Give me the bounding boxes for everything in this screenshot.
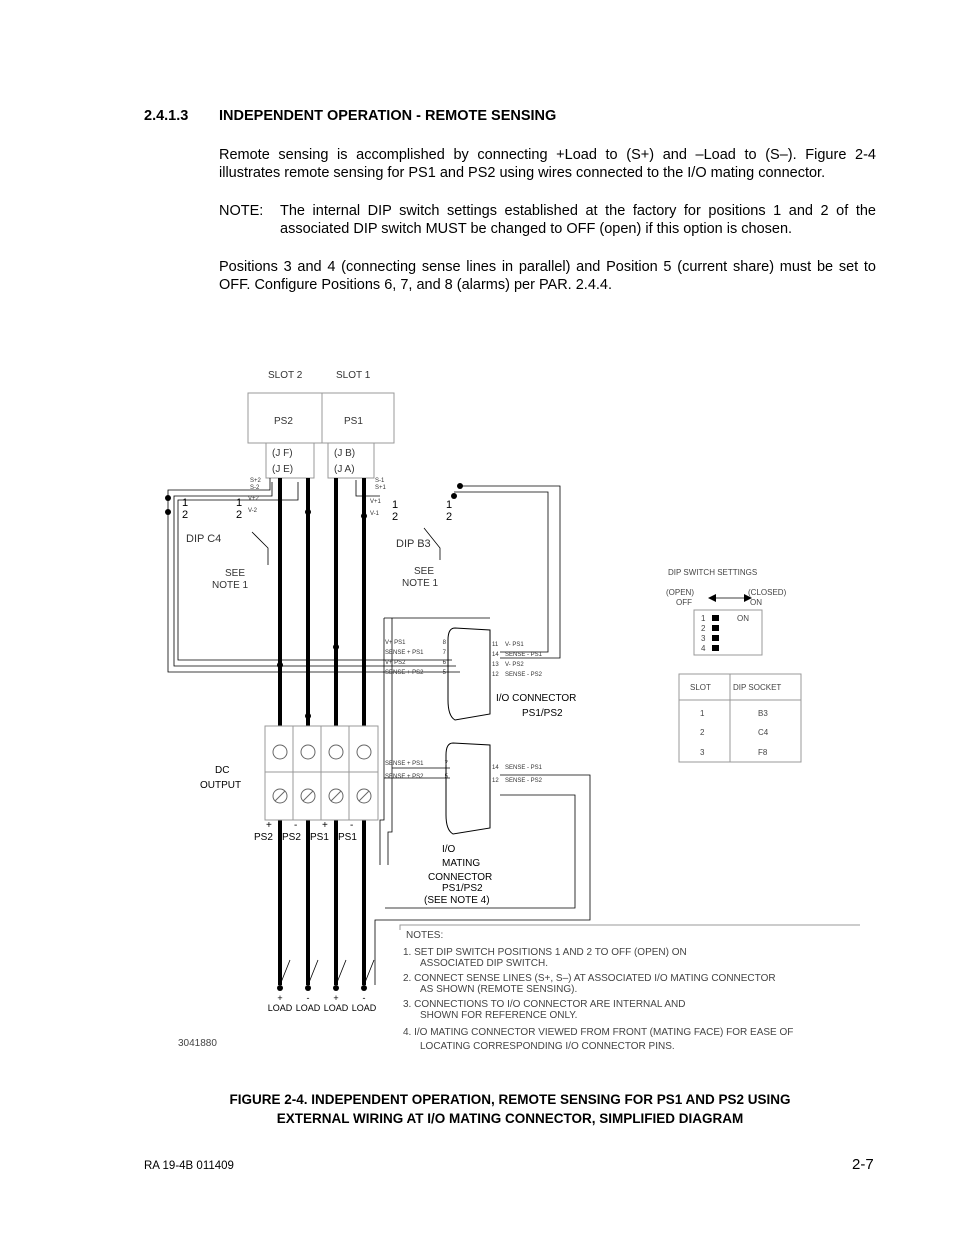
note-label: NOTE: — [219, 203, 264, 219]
load-polarity: + — [277, 993, 283, 1003]
caption-line1: FIGURE 2-4. INDEPENDENT OPERATION, REMOTE SENSING FOR PS1 AND PS2 USING — [229, 1092, 791, 1107]
load-label: LOAD — [323, 1003, 349, 1013]
output-polarity: + — [322, 820, 328, 831]
v-plus1-label: V+1 — [370, 499, 381, 505]
ps1-module-label: PS1 — [344, 416, 363, 427]
on-label: ON — [750, 598, 762, 607]
mating-pin-right-label: SENSE - PS2 — [505, 778, 543, 784]
ja-label: (J A) — [334, 464, 355, 475]
note4-line2: LOCATING CORRESPONDING I/O CONNECTOR PINS. — [420, 1041, 675, 1052]
mating-pin-right-number: 14 — [492, 765, 499, 771]
slot1-label: SLOT 1 — [336, 370, 371, 381]
closed-label: (CLOSED) — [748, 588, 787, 597]
io-connector-label: I/O CONNECTOR — [496, 693, 577, 704]
mating-label-line2: MATING — [442, 858, 481, 869]
load-label: LOAD — [351, 1003, 377, 1013]
dip-pos-4: 4 — [701, 644, 706, 653]
dip-b3-label: DIP B3 — [396, 538, 431, 550]
caption-line2: EXTERNAL WIRING AT I/O MATING CONNECTOR, SIMPLIFIED DIAGRAM — [276, 1111, 744, 1126]
note3-line2: SHOWN FOR REFERENCE ONLY. — [420, 1010, 578, 1021]
output-ps-label: PS2 — [282, 832, 301, 843]
slot-row1-slot: 1 — [700, 709, 705, 718]
dip-pos-1: 1 — [701, 614, 706, 623]
dc-output-line1: DC — [215, 765, 230, 776]
dc-output-line2: OUTPUT — [200, 780, 242, 791]
io-pin-left-label: V+ PS1 — [385, 640, 406, 646]
dip-on-label: ON — [737, 614, 749, 623]
slot2-label: SLOT 2 — [268, 370, 303, 381]
io-pin-left-label: SENSE + PS2 — [385, 670, 424, 676]
output-polarity: - — [294, 820, 298, 831]
mating-pin-left-number: 7 — [444, 761, 448, 767]
io-pin-right-number: 14 — [492, 652, 499, 658]
footer-page-number: 2-7 — [852, 1156, 874, 1173]
mating-label-line1: I/O — [442, 844, 456, 855]
b3-sw-pos2-left: 2 — [392, 511, 399, 523]
note1-line1: 1. SET DIP SWITCH POSITIONS 1 AND 2 TO OFF (OPEN) ON — [403, 947, 687, 958]
mating-pin-right-number: 12 — [492, 778, 499, 784]
io-pin-left-label: SENSE + PS1 — [385, 650, 424, 656]
b3-sw-pos1-right: 1 — [446, 499, 453, 511]
c4-sw-pos1-right: 1 — [236, 497, 243, 509]
see-note-b3-line2: NOTE 1 — [402, 578, 439, 589]
mating-pin-right-label: SENSE - PS1 — [505, 765, 543, 771]
mating-connector-shell — [446, 743, 490, 834]
load-label: LOAD — [267, 1003, 293, 1013]
mating-pin-left-number: 5 — [444, 774, 448, 780]
s-minus2-label: S-2 — [250, 485, 260, 491]
dip-pos-3: 3 — [701, 634, 706, 643]
slot-row1-socket: B3 — [758, 709, 768, 718]
mating-pin-left-label: SENSE + PS2 — [385, 774, 424, 780]
dip-c4-label: DIP C4 — [186, 533, 222, 545]
jf-label: (J F) — [272, 448, 293, 459]
io-pin-right-label: V- PS1 — [505, 642, 524, 648]
load-label: LOAD — [295, 1003, 321, 1013]
io-pin-right-label: V- PS2 — [505, 662, 524, 668]
io-connector-sublabel: PS1/PS2 — [522, 708, 563, 719]
jb-label: (J B) — [334, 448, 356, 459]
ps2-module-label: PS2 — [274, 416, 293, 427]
notes-title: NOTES: — [406, 930, 444, 941]
note4-line1: 4. I/O MATING CONNECTOR VIEWED FROM FRONT (MATING FACE) FOR EASE OF — [403, 1027, 794, 1038]
dip-pos-2: 2 — [701, 624, 706, 633]
slot-row2-socket: C4 — [758, 728, 769, 737]
paragraph-remote-sensing: Remote sensing is accomplished by connecting +Load to (S+) and –Load to (S–). Figure 2-4 illustrates remote sensing for PS1 and PS2 using wires connected to the I/O mating connector. — [219, 147, 876, 181]
s-plus2-label: S+2 — [250, 478, 261, 484]
load-polarity: + — [333, 993, 339, 1003]
drawing-number: 3041880 — [178, 1038, 217, 1049]
io-pin-right-number: 11 — [492, 642, 499, 648]
v-plus2-label: V+2 — [248, 496, 259, 502]
slot-row3-socket: F8 — [758, 748, 768, 757]
b3-sw-pos2-right: 2 — [446, 511, 453, 523]
slot-header: SLOT — [690, 683, 711, 692]
load-polarity: - — [362, 993, 366, 1003]
io-pin-left-number: 6 — [442, 660, 446, 666]
output-polarity: - — [350, 820, 354, 831]
sense-wires — [168, 478, 590, 985]
je-label: (J E) — [272, 464, 294, 475]
output-ps-label: PS1 — [338, 832, 357, 843]
see-note-c4-line2: NOTE 1 — [212, 580, 249, 591]
see-note-c4-line1: SEE — [225, 568, 246, 579]
note1-line2: ASSOCIATED DIP SWITCH. — [420, 958, 548, 969]
open-label: (OPEN) — [666, 588, 694, 597]
note3-line1: 3. CONNECTIONS TO I/O CONNECTOR ARE INTERNAL AND — [403, 999, 686, 1010]
s-plus1-label: S+1 — [375, 485, 386, 491]
io-pin-left-number: 5 — [442, 670, 446, 676]
section-number: 2.4.1.3 — [144, 108, 189, 124]
dip-settings-title: DIP SWITCH SETTINGS — [668, 568, 758, 577]
slot-row3-slot: 3 — [700, 748, 705, 757]
figure-caption — [150, 1090, 870, 1128]
b3-sw-pos1-left: 1 — [392, 499, 399, 511]
section-title: INDEPENDENT OPERATION - REMOTE SENSING — [219, 108, 557, 124]
note2-line2: AS SHOWN (REMOTE SENSING). — [420, 984, 578, 995]
mating-label-line3: CONNECTOR — [428, 872, 493, 883]
v-minus2-label: V-2 — [248, 508, 258, 514]
note-text: The internal DIP switch settings established at the factory for positions 1 and 2 of the associated DIP switch MUST be changed to OFF (open) if this option is chosen. — [280, 203, 876, 237]
footer-doc-id: RA 19-4B 011409 — [144, 1160, 234, 1172]
c4-sw-pos2-left: 2 — [182, 509, 189, 521]
output-ps-label: PS2 — [254, 832, 273, 843]
slot-row2-slot: 2 — [700, 728, 705, 737]
paragraph-positions: Positions 3 and 4 (connecting sense lines in parallel) and Position 5 (current share) must be set to OFF. Configure Positions 6, 7, and 8 (alarms) per PAR. 2.4.4. — [219, 259, 876, 293]
v-minus1-label: V-1 — [370, 511, 380, 517]
note2-line1: 2. CONNECT SENSE LINES (S+, S–) AT ASSOCIATED I/O MATING CONNECTOR — [403, 973, 776, 984]
io-pin-left-label: V+ PS2 — [385, 660, 406, 666]
mating-pin-left-label: SENSE + PS1 — [385, 761, 424, 767]
see-note-b3-line1: SEE — [414, 566, 435, 577]
off-label: OFF — [676, 598, 692, 607]
dip-socket-header: DIP SOCKET — [733, 683, 782, 692]
io-connector-shell — [448, 628, 490, 720]
io-pin-right-label: SENSE - PS2 — [505, 672, 543, 678]
output-ps-label: PS1 — [310, 832, 329, 843]
io-pin-right-label: SENSE - PS1 — [505, 652, 543, 658]
mating-label-line5: (SEE NOTE 4) — [424, 895, 490, 906]
c4-sw-pos1-left: 1 — [182, 497, 189, 509]
load-polarity: - — [306, 993, 310, 1003]
mating-label-line4: PS1/PS2 — [442, 883, 483, 894]
io-pin-left-number: 7 — [442, 650, 446, 656]
output-polarity: + — [266, 820, 272, 831]
io-pin-right-number: 13 — [492, 662, 499, 668]
io-pin-left-number: 8 — [442, 640, 446, 646]
c4-sw-pos2-right: 2 — [236, 509, 243, 521]
s-minus1-label: S-1 — [375, 478, 385, 484]
io-pin-right-number: 12 — [492, 672, 499, 678]
